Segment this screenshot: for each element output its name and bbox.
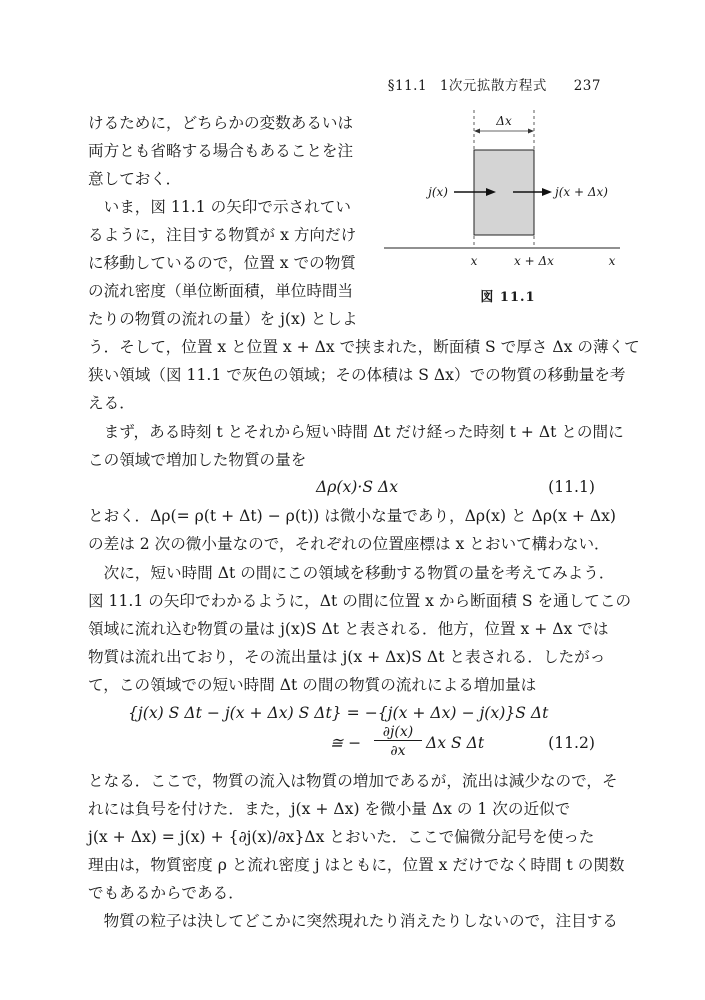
approx-sign: ≅ − (330, 734, 362, 752)
text-line: 両方とも省略する場合もあることを注 (88, 142, 354, 160)
equation-11-2-line1: {j(x) S Δt − j(x + Δx) S Δt} = −{j(x + Δx) − j(x)}S Δt (128, 704, 549, 722)
text-line: に移動しているので，位置 x での物質 (88, 254, 356, 272)
equation-number-11-1: (11.1) (548, 478, 595, 496)
text-line: たりの物質の流れの量）を j(x) としよ (88, 310, 358, 328)
text-line: の流れ密度（単位断面積，単位時間当 (88, 282, 354, 300)
text-line: となる．ここで，物質の流入は物質の増加であるが，流出は減少なので，そ (88, 772, 618, 790)
text-line: まず，ある時刻 t とそれから短い時間 Δt だけ経った時刻 t + Δt との間に (88, 423, 624, 441)
text-line: るように，注目する物質が x 方向だけ (88, 226, 357, 244)
width-arrow-head-left (474, 129, 480, 134)
width-label: Δx (496, 114, 512, 128)
figure-caption: 図 11.1 (480, 290, 536, 305)
text-line: 理由は，物質密度 ρ と流れ密度 j はともに，位置 x だけでなく時間 t の関数 (88, 856, 625, 874)
left-flux-label: j(x) (428, 185, 448, 199)
text-line: とおく．Δρ(= ρ(t + Δt) − ρ(t)) は微小な量であり，Δρ(x) と Δρ(x + Δx) (88, 507, 616, 525)
text-line: 物質の粒子は決してどこかに突然現れたり消えたりしないので，注目する (88, 912, 618, 930)
x-plus-dx-label: x + Δx (514, 254, 554, 268)
width-arrow-head-right (528, 129, 534, 134)
text-line: 狭い領域（図 11.1 で灰色の領域；その体積は S Δx）での物質の移動量を考 (88, 366, 626, 384)
text-line: 図 11.1 の矢印でわかるように，Δt の間に位置 x から断面積 S を通してこの (88, 592, 632, 610)
fraction-denominator: ∂x (390, 743, 406, 759)
text-line: 次に，短い時間 Δt の間にこの領域を移動する物質の量を考えてみよう． (88, 564, 615, 582)
equation-11-1: Δρ(x)·S Δx (316, 478, 399, 496)
text-line: れには負号を付けた．また，j(x + Δx) を微小量 Δx の 1 次の近似で (88, 800, 571, 818)
right-flux-arrow-head (542, 188, 552, 196)
text-line: 意しておく． (88, 170, 182, 188)
page-number: 237 (573, 78, 601, 94)
text-line: 領域に流れ込む物質の量は j(x)S Δt と表される．他方，位置 x + Δx では (88, 620, 609, 638)
text-line: う．そして，位置 x と位置 x + Δx で挟まれた，断面積 S で厚さ Δx の薄くて (88, 338, 640, 356)
section-title: 1次元拡散方程式 (439, 78, 547, 94)
text-line: この領域で増加した物質の量を (88, 451, 307, 469)
text-line: けるために，どちらかの変数あるいは (88, 114, 354, 132)
equation-number-11-2: (11.2) (548, 734, 595, 752)
running-header (388, 74, 601, 94)
text-line: える． (88, 394, 135, 412)
figure-11-1 (380, 105, 630, 280)
text-line: いま，図 11.1 の矢印で示されてい (88, 198, 351, 216)
x-position-label: x (470, 254, 478, 268)
text-line: j(x + Δx) = j(x) + {∂j(x)/∂x}Δx とおいた．ここで偏微分記号を使った (88, 828, 595, 846)
text-line: でもあるからである． (88, 884, 244, 902)
equation-tail: Δx S Δt (426, 734, 485, 752)
section-number: §11.1 (387, 78, 428, 94)
fraction-numerator: ∂j(x) (374, 724, 422, 741)
text-line: 物質は流れ出ており，その流出量は j(x + Δx)S Δt と表される．したがっ (88, 648, 606, 666)
right-flux-label: j(x + Δx) (555, 185, 608, 199)
axis-label: x (608, 254, 616, 268)
text-line: の差は 2 次の微小量なので，それぞれの位置座標は x とおいて構わない． (88, 535, 610, 553)
text-line: て，この領域での短い時間 Δt の間の物質の流れによる増加量は (88, 676, 537, 694)
